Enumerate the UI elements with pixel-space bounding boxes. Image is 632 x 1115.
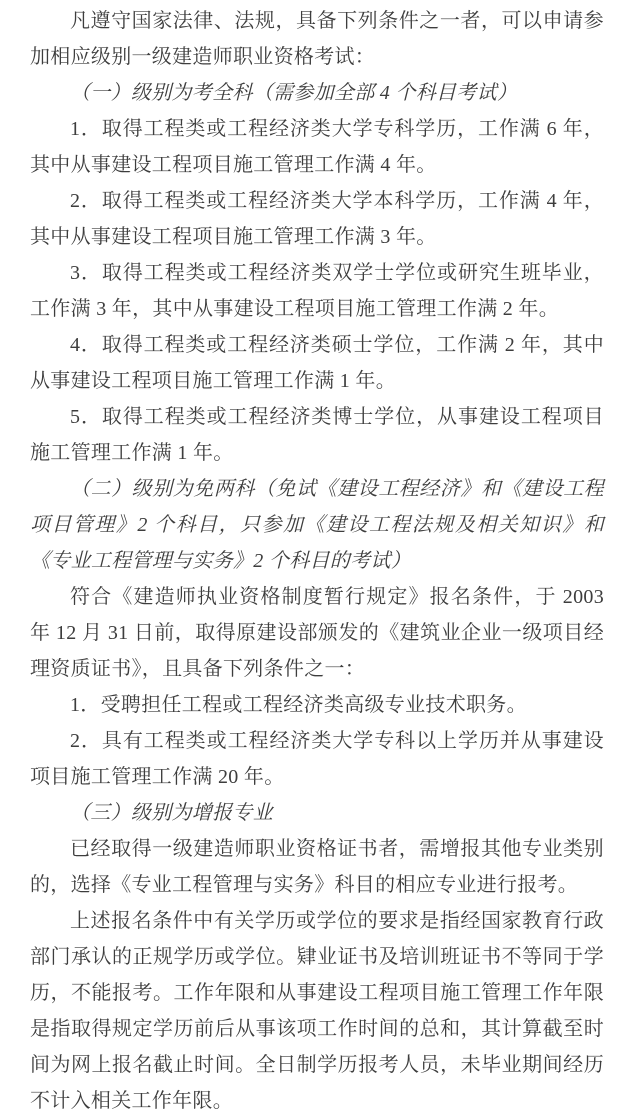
body-paragraph: 3．取得工程类或工程经济类双学士学位或研究生班毕业，工作满 3 年，其中从事建设工程项目施工管理工作满 2 年。	[30, 262, 604, 320]
body-paragraph: 上述报名条件中有关学历或学位的要求是指经国家教育行政部门承认的正规学历或学位。肄业证书及培训班证书不等同于学历，不能报考。工作年限和从事建设工程项目施工管理工作年限是指取得规定学历前后从事该项工作时间的总和，其计算截至时间为网上报名截止时间。全日制学历报考人员，未毕业期间经历不计入相关工作年限。	[30, 910, 604, 1112]
body-paragraph: 凡遵守国家法律、法规，具备下列条件之一者，可以申请参加相应级别一级建造师职业资格考试：	[30, 10, 604, 68]
document-body	[30, 3, 604, 1115]
body-paragraph: 1．受聘担任工程或工程经济类高级专业技术职务。	[70, 694, 527, 716]
section-heading: （一）级别为考全科（需参加全部 4 个科目考试）	[70, 82, 518, 104]
body-paragraph: 2．具有工程类或工程经济类大学专科以上学历并从事建设项目施工管理工作满 20 年。	[30, 730, 604, 788]
body-paragraph: 1．取得工程类或工程经济类大学专科学历，工作满 6 年，其中从事建设工程项目施工管理工作满 4 年。	[30, 118, 604, 176]
section-heading: （二）级别为免两科（免试《建设工程经济》和《建设工程项目管理》2 个科目，只参加《建设工程法规及相关知识》和《专业工程管理与实务》2 个科目的考试）	[30, 478, 604, 572]
section-heading: （三）级别为增报专业	[70, 802, 273, 824]
body-paragraph: 已经取得一级建造师职业资格证书者，需增报其他专业类别的，选择《专业工程管理与实务》科目的相应专业进行报考。	[30, 838, 604, 896]
body-paragraph: 5．取得工程类或工程经济类博士学位，从事建设工程项目施工管理工作满 1 年。	[30, 406, 604, 464]
body-paragraph: 2．取得工程类或工程经济类大学本科学历，工作满 4 年，其中从事建设工程项目施工管理工作满 3 年。	[30, 190, 604, 248]
body-paragraph: 符合《建造师执业资格制度暂行规定》报名条件，于 2003 年 12 月 31 日前，取得原建设部颁发的《建筑业企业一级项目经理资质证书》，且具备下列条件之一：	[30, 586, 604, 680]
body-paragraph: 4．取得工程类或工程经济类硕士学位，工作满 2 年，其中从事建设工程项目施工管理工作满 1 年。	[30, 334, 604, 392]
